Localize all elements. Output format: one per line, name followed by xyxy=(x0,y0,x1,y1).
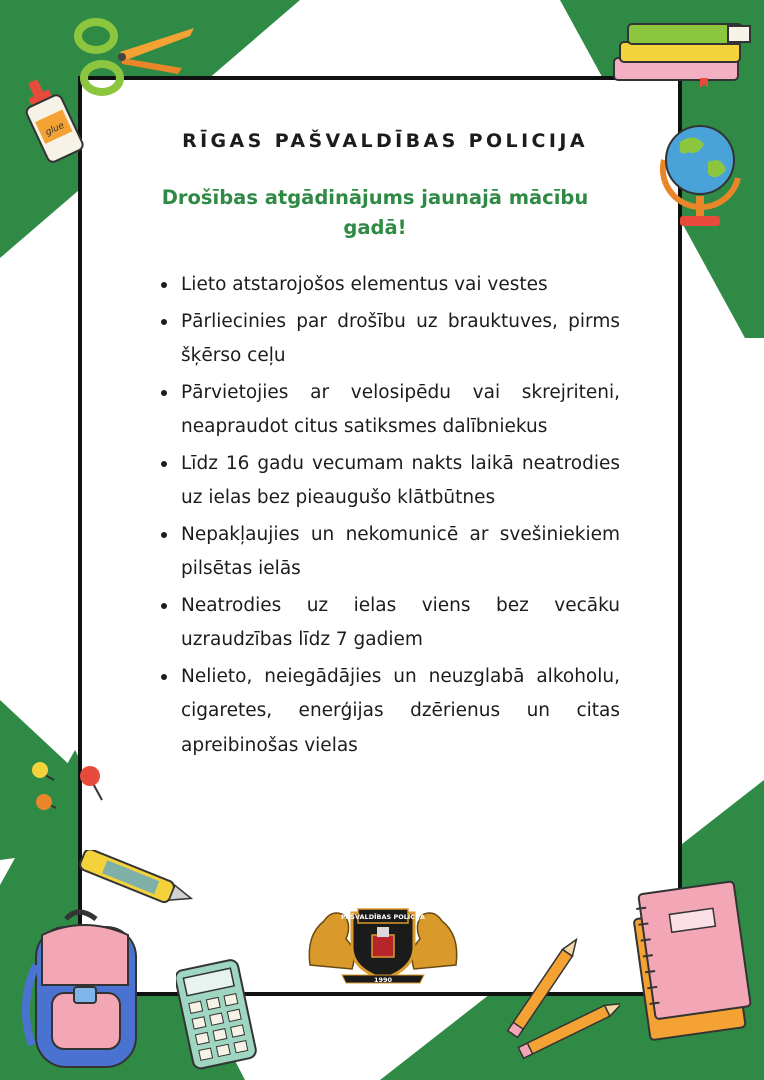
reminder-item: Nepakļaujies un nekomunicē ar svešiniekiem pilsētas ielās xyxy=(158,518,620,587)
reminder-list xyxy=(158,268,620,765)
calculator-icon xyxy=(176,958,258,1074)
lion-left xyxy=(309,913,354,969)
notebooks-icon xyxy=(624,878,756,1044)
books-icon xyxy=(610,18,756,88)
page-title: RĪGAS PAŠVALDĪBAS POLICIJA xyxy=(182,130,588,152)
glue-label: glue xyxy=(44,120,67,139)
reminder-item: Pārvietojies ar velosipēdu vai skrejriteni, neapraudot citus satiksmes dalībniekus xyxy=(158,376,620,445)
backpack-icon xyxy=(18,905,168,1075)
police-emblem-logo xyxy=(302,895,464,985)
page-subtitle: Drošības atgādinājums jaunajā mācību gadā! xyxy=(161,186,589,239)
reminder-item: Līdz 16 gadu vecumam nakts laikā neatrodies uz ielas bez pieaugušo klātbūtnes xyxy=(158,447,620,516)
emblem-year: 1990 xyxy=(373,976,393,984)
reminder-item: Neatrodies uz ielas viens bez vecāku uzraudzības līdz 7 gadiem xyxy=(158,589,620,658)
lion-right xyxy=(412,913,457,969)
reminder-item: Nelieto, neiegādājies un neuzglabā alkoholu, cigaretes, enerģijas dzērienus un citas apreibinošas vielas xyxy=(158,660,620,764)
box-cutter-icon xyxy=(72,850,198,910)
reminder-item: Lieto atstarojošos elementus vai vestes xyxy=(158,268,620,303)
push-pins-icon xyxy=(26,760,116,824)
reminder-item: Pārliecinies par drošību uz brauktuves, pirms šķērso ceļu xyxy=(158,305,620,374)
pencils-icon xyxy=(500,928,620,1064)
emblem-text: PAŠVALDĪBAS POLICIJA xyxy=(341,913,425,921)
glue-bottle-icon xyxy=(14,74,96,166)
